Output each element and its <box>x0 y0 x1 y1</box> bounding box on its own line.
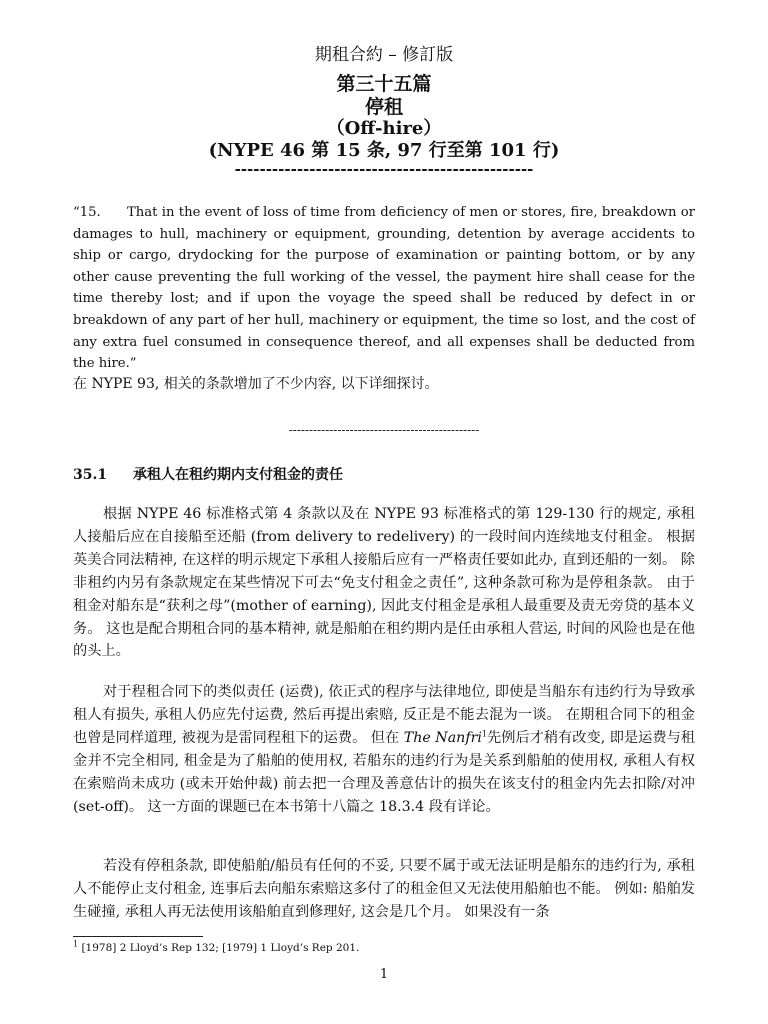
footnote <box>73 939 360 954</box>
english-title: （Off-hire） <box>326 118 442 139</box>
intro-note: 在 NYPE 93, 相关的条款增加了不少内容, 以下详细探讨。 <box>73 376 439 392</box>
section-title: 承租人在租约期内支付租金的责任 <box>133 467 343 483</box>
paragraph-2-part-b: 先例后才稍有改变, 即是运费与租金并不完全相同, 租金是为了船舶的使用权, 若船东的违约行为是关系到船舶的使用权, 承租人有权在索赔尚未成功 (或未开始仲裁) 前去把一合理及善意估计的损失在该支付的租金内先去扣除/对冲 (set-off)。 这一方面的课题已在本书第十八篇之 18.3.4 段有详论。 <box>73 729 696 815</box>
section-number: 35.1 <box>73 467 108 483</box>
paragraph-2-part-a: 对于程租合同下的类似责任 (运费), 依正式的程序与法律地位, 即使是当船东有违约行为导致承租人有损失, 承租人仍应先付运费, 然后再提出索赔, 反正是不能去混为一谈。 在期租合同下的租金也曾是同样道理, 被视为是雷同程租下的运费。 但在 <box>73 684 695 746</box>
part-heading: 第三十五篇 <box>336 73 432 95</box>
footnote-ref: 1 <box>481 729 487 739</box>
section-divider: ----------------------------------------------- <box>288 423 480 437</box>
clause-quote <box>73 202 695 375</box>
clause-number: “15. <box>73 205 101 220</box>
paragraph-2 <box>73 681 695 818</box>
clause-reference: (NYPE 46 第 15 条, 97 行至第 101 行) <box>208 140 560 161</box>
footnote-text: [1978] 2 Lloyd’s Rep 132; [1979] 1 Lloyd’s Rep 201. <box>81 942 360 954</box>
header-divider: ------------------------------------------------ <box>234 160 534 178</box>
section-heading <box>73 464 343 484</box>
page-number: 1 <box>379 967 389 982</box>
document-subtitle: 期租合約 – 修訂版 <box>314 45 454 65</box>
footnote-marker: 1 <box>73 939 79 949</box>
footnote-rule <box>73 936 203 937</box>
page-title: 停租 <box>364 96 403 118</box>
case-name: The Nanfri <box>403 729 482 746</box>
clause-text: That in the event of loss of time from deficiency of men or stores, fire, breakdown or damages to hull, machinery or equipment, grounding, detention by average accidents to ship or cargo, drydocking for the purpose of examination or painting bottom, or by any other cause preventing the full working of the vessel, the payment hire shall cease for the time thereby lost; and if upon the voyage the speed shall be reduced by defect in or breakdown of any part of her hull, machinery or equipment, the time so lost, and the cost of any extra fuel consumed in consequence thereof, and all expenses shall be deducted from the hire.” <box>73 205 695 372</box>
paragraph-1: 根据 NYPE 46 标准格式第 4 条款以及在 NYPE 93 标准格式的第 129-130 行的规定, 承租人接船后应在自接船至还船 (from delivery to redelivery) 的一段时间内连续地支付租金。 根据英美合同法精神, 在这样的明示规定下承租人接船后应有一严格责任要如此办, 直到还船的一刻。 除非租约内另有条款规定在某些情况下可去“免支付租金之责任”, 这种条款可称为是停租条款。 由于租金对船东是“获利之母”(mother of earning), 因此支付租金是承租人最重要及责无旁贷的基本义务。 这也是配合期租合同的基本精神, 就是船舶在租约期内是任由承租人营运, 时间的风险也是在他的头上。 <box>73 506 695 660</box>
paragraph-3: 若没有停租条款, 即使船舶/船员有任何的不妥, 只要不属于或无法证明是船东的违约行为, 承租人不能停止支付租金, 连事后去向船东索赔这多付了的租金但又无法使用船舶也不能。 例如: 船舶发生碰撞, 承租人再无法使用该船舶直到修理好, 这会是几个月。 如果没有一条 <box>73 858 695 920</box>
